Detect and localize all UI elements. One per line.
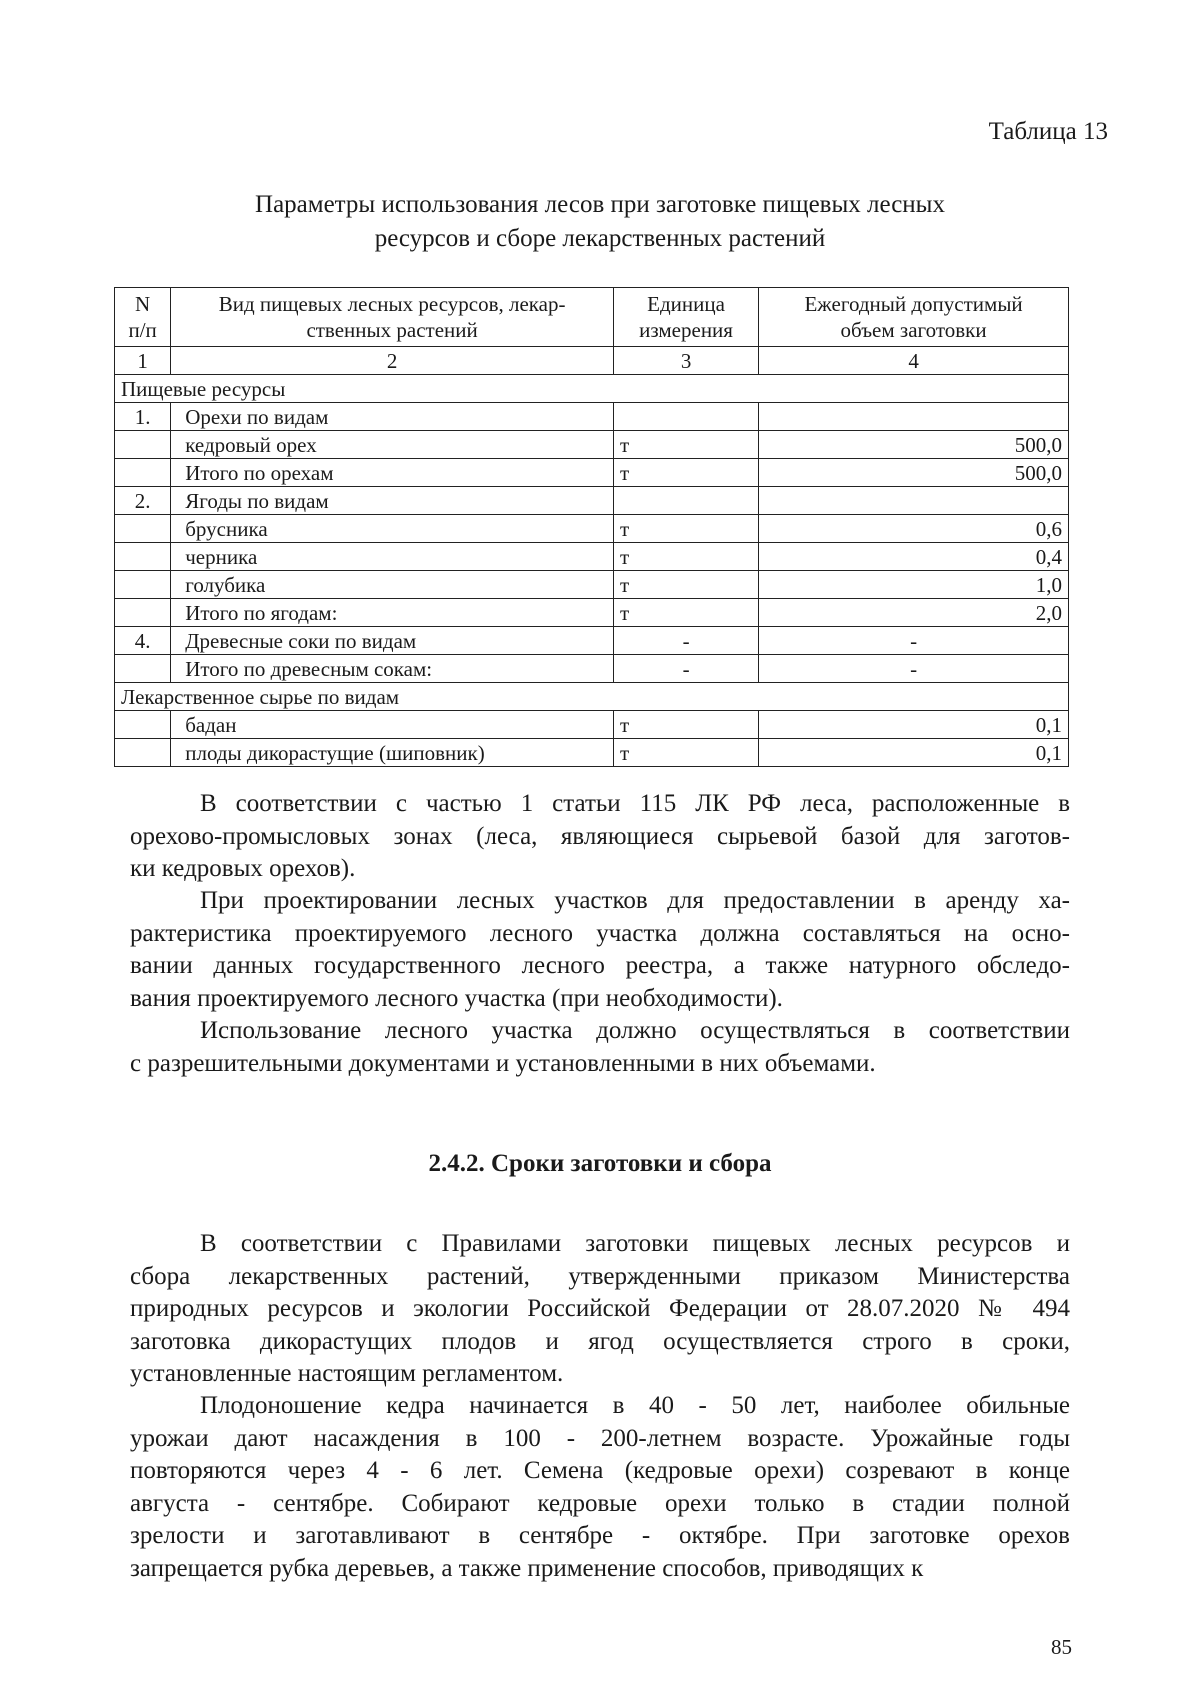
- header-text: Единица: [647, 292, 725, 316]
- text-line: Плодоношение кедра начинается в 40 - 50 лет, наиболее обильные: [200, 1392, 1070, 1419]
- text-line: установленные настоящим регламентом.: [130, 1360, 564, 1387]
- text-line: с разрешительными документами и установленными в них объемами.: [130, 1049, 876, 1077]
- cell-num: [115, 543, 171, 571]
- cell-num: [115, 571, 171, 599]
- cell-name: Итого по орехам: [171, 459, 614, 487]
- table-caption: [0, 188, 1200, 256]
- text-line: сбора лекарственных растений, утвержденными приказом Министерства: [130, 1262, 1070, 1290]
- paragraph-lease-design: [130, 885, 1070, 1015]
- cell-name: голубика: [171, 571, 614, 599]
- text-line: ки кедровых орехов).: [130, 855, 356, 882]
- column-number: 4: [759, 347, 1069, 375]
- text-line: В соответствии с Правилами заготовки пищевых лесных ресурсов и: [200, 1230, 1070, 1257]
- text-line: При проектировании лесных участков для предоставлении в аренду ха-: [200, 887, 1070, 914]
- paragraph-cedar-fruiting: [130, 1390, 1070, 1585]
- paragraph-permits: [130, 1015, 1070, 1080]
- resources-table: [114, 287, 1069, 767]
- text-line: урожаи дают насаждения в 100 - 200-летнем возрасте. Урожайные годы: [130, 1424, 1070, 1452]
- header-text: измерения: [639, 318, 733, 342]
- text-line: орехово-промысловых зонах (леса, являющиеся сырьевой базой для заготов-: [130, 822, 1070, 850]
- cell-value: 1,0: [759, 571, 1069, 599]
- text-line: повторяются через 4 - 6 лет. Семена (кедровые орехи) созревают в конце: [130, 1457, 1070, 1484]
- cell-value: 0,1: [759, 739, 1069, 767]
- cell-value: [759, 403, 1069, 431]
- cell-num: [115, 431, 171, 459]
- text-line: запрещается рубка деревьев, а также применение способов, приводящих к: [130, 1554, 924, 1582]
- section-row: [115, 375, 1069, 403]
- cell-num: [115, 739, 171, 767]
- cell-num: [115, 515, 171, 543]
- text-line: В соответствии с частью 1 статьи 115 ЛК РФ леса, расположенные в: [200, 790, 1070, 817]
- header-text: N: [135, 292, 151, 316]
- text-line: августа - сентябре. Собирают кедровые орехи только в стадии полной: [130, 1489, 1070, 1517]
- table-row: [115, 655, 1069, 683]
- column-number-row: [115, 347, 1069, 375]
- cell-num: 4.: [115, 627, 171, 655]
- cell-num: 1.: [115, 403, 171, 431]
- cell-unit: -: [613, 627, 758, 655]
- section-heading: 2.4.2. Сроки заготовки и сбора: [428, 1150, 772, 1177]
- section-medicinal-label: Лекарственное сырье по видам: [115, 683, 1069, 711]
- column-number: 3: [613, 347, 758, 375]
- text-line: вания проектируемого лесного участка (при необходимости).: [130, 984, 783, 1012]
- cell-name: Итого по древесным сокам:: [171, 655, 614, 683]
- cell-unit: т: [613, 599, 758, 627]
- header-text: объем заготовки: [840, 318, 987, 342]
- column-number: 1: [115, 347, 171, 375]
- header-num: [115, 288, 171, 347]
- cell-unit: т: [613, 459, 758, 487]
- header-text: ственных растений: [306, 318, 478, 342]
- section-row: [115, 683, 1069, 711]
- cell-value: -: [759, 627, 1069, 655]
- paragraph-article-115: [130, 788, 1070, 886]
- caption-line: ресурсов и сборе лекарственных растений: [374, 225, 826, 252]
- cell-unit: т: [613, 515, 758, 543]
- cell-unit: т: [613, 711, 758, 739]
- cell-name: Ягоды по видам: [171, 487, 614, 515]
- cell-value: 0,4: [759, 543, 1069, 571]
- text-line: рактеристика проектируемого лесного участка должна составляться на осно-: [130, 919, 1070, 947]
- paragraph-harvest-rules: [130, 1228, 1070, 1391]
- cell-value: 2,0: [759, 599, 1069, 627]
- table-row: [115, 403, 1069, 431]
- page-number: 85: [1051, 1635, 1072, 1659]
- text-line: заготовка дикорастущих плодов и ягод осуществляется строго в сроки,: [130, 1327, 1070, 1355]
- header-volume: [759, 288, 1069, 347]
- caption-line: Параметры использования лесов при заготовке пищевых лесных: [255, 191, 945, 218]
- cell-name: Итого по ягодам:: [171, 599, 614, 627]
- cell-num: [115, 711, 171, 739]
- table-row: [115, 459, 1069, 487]
- column-number: 2: [171, 347, 614, 375]
- table-row: [115, 515, 1069, 543]
- cell-unit: -: [613, 655, 758, 683]
- header-text: Вид пищевых лесных ресурсов, лекар-: [218, 292, 566, 316]
- section-food-label: Пищевые ресурсы: [115, 375, 1069, 403]
- table-row: [115, 543, 1069, 571]
- cell-unit: т: [613, 543, 758, 571]
- header-type: [171, 288, 614, 347]
- table-row: [115, 711, 1069, 739]
- cell-name: брусника: [171, 515, 614, 543]
- cell-name: черника: [171, 543, 614, 571]
- cell-value: -: [759, 655, 1069, 683]
- cell-name: Древесные соки по видам: [171, 627, 614, 655]
- cell-value: 0,1: [759, 711, 1069, 739]
- header-text: п/п: [128, 318, 157, 342]
- text-line: Использование лесного участка должно осуществляться в соответствии: [200, 1017, 1070, 1044]
- cell-num: [115, 655, 171, 683]
- cell-value: 500,0: [759, 459, 1069, 487]
- cell-name: Орехи по видам: [171, 403, 614, 431]
- cell-num: [115, 599, 171, 627]
- header-unit: [613, 288, 758, 347]
- text-line: вании данных государственного лесного реестра, а также натурного обследо-: [130, 952, 1070, 979]
- table-row: [115, 571, 1069, 599]
- text-line: зрелости и заготавливают в сентябре - октябре. При заготовке орехов: [130, 1522, 1070, 1549]
- cell-num: 2.: [115, 487, 171, 515]
- table-row: [115, 487, 1069, 515]
- header-text: Ежегодный допустимый: [804, 292, 1023, 316]
- cell-unit: [613, 487, 758, 515]
- cell-name: бадан: [171, 711, 614, 739]
- cell-unit: т: [613, 571, 758, 599]
- table-row: [115, 627, 1069, 655]
- table-label: Таблица 13: [988, 118, 1108, 145]
- cell-num: [115, 459, 171, 487]
- cell-value: [759, 487, 1069, 515]
- cell-name: кедровый орех: [171, 431, 614, 459]
- cell-value: 500,0: [759, 431, 1069, 459]
- table-row: [115, 739, 1069, 767]
- cell-unit: [613, 403, 758, 431]
- text-line: природных ресурсов и экологии Российской Федерации от 28.07.2020 № 494: [130, 1295, 1070, 1322]
- cell-value: 0,6: [759, 515, 1069, 543]
- cell-unit: т: [613, 431, 758, 459]
- cell-unit: т: [613, 739, 758, 767]
- table-header-row: [115, 288, 1069, 347]
- table-row: [115, 599, 1069, 627]
- table-row: [115, 431, 1069, 459]
- cell-name: плоды дикорастущие (шиповник): [171, 739, 614, 767]
